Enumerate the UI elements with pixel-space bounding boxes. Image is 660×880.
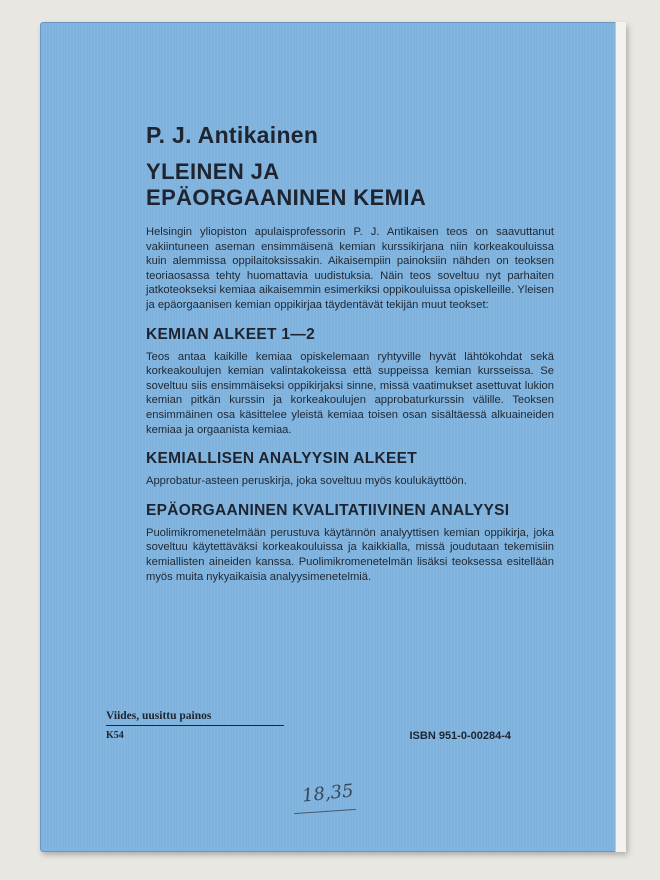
catalog-code: K54 bbox=[106, 730, 124, 741]
author-name: P. J. Antikainen bbox=[146, 122, 319, 148]
edition-label: Viides, uusittu painos bbox=[106, 710, 284, 726]
page-edge bbox=[615, 22, 626, 852]
isbn-number: ISBN 951-0-00284-4 bbox=[409, 730, 511, 742]
section-analyysin-alkeet bbox=[146, 449, 554, 489]
book-back-cover bbox=[40, 22, 626, 852]
title-line-2: EPÄORGAANINEN KEMIA bbox=[146, 185, 427, 210]
book-title bbox=[146, 159, 554, 211]
title-line-1: YLEINEN JA bbox=[146, 159, 280, 184]
section-text: Approbatur-asteen peruskirja, joka soveltuu myös koulukäyttöön. bbox=[146, 475, 467, 488]
edition-row bbox=[106, 706, 516, 726]
section-title: KEMIALLISEN ANALYYSIN ALKEET bbox=[146, 450, 418, 468]
intro-paragraph: Helsingin yliopiston apulaisprofessorin P. J. Antikaisen teos on saavuttanut vakiintuneen aseman ensimmäisenä kemian kurssikirjana niin korkeakouluissa kuin alemmissa oppilaitoksissakin. Aikaisempiin painoksiin nähden on teoksen teoriaosassa tehty huomattavia uudistuksia. Näin teos soveltuu nyt parhaiten jatkoteokseksi kemiaa aikaisemmin esimerkiksi oppikouluissa opiskelleille. Yleisen ja epäorgaanisen kemian oppikirjaa täydentävät tekijän muut teokset: bbox=[146, 226, 554, 311]
section-title: KEMIAN ALKEET 1—2 bbox=[146, 325, 316, 343]
handwritten-price: 18,35 bbox=[301, 780, 355, 807]
section-text: Teos antaa kaikille kemiaa opiskelemaan ryhtyville hyvät lähtökohdat sekä korkeakoulujen kemian valintakokeissa että suppeissa kemian kursseissa. Se soveltuu siis ensimmäiseksi oppikirjaksi sinne, missä vaatimukset asettuvat lukion kemian pitkän kurssin ja korkeakoulujen approbaturkurssin välille. Teoksen ensimmäinen osa käsittelee yleistä kemiaa toisen osan sisältäessä alkuaineiden kemiaa ja orgaanista kemiaa. bbox=[146, 350, 554, 436]
section-kemian-alkeet bbox=[146, 325, 554, 438]
section-title: EPÄORGAANINEN KVALITATIIVINEN ANALYYSI bbox=[146, 501, 510, 519]
cover-text-block bbox=[146, 122, 554, 596]
section-text: Puolimikromenetelmään perustuva käytännön analyyttisen kemian oppikirja, joka soveltuu käytettäväksi korkeakouluissa ja kaikkialla, missä joudutaan tekemisiin kemiallisten aineiden kanssa. Puolimikromenetelmän lisäksi teoksessa esitellään myös muita nykyaikaisia analyysimenetelmiä. bbox=[146, 526, 554, 583]
section-kvalitatiivinen-analyysi bbox=[146, 501, 554, 584]
